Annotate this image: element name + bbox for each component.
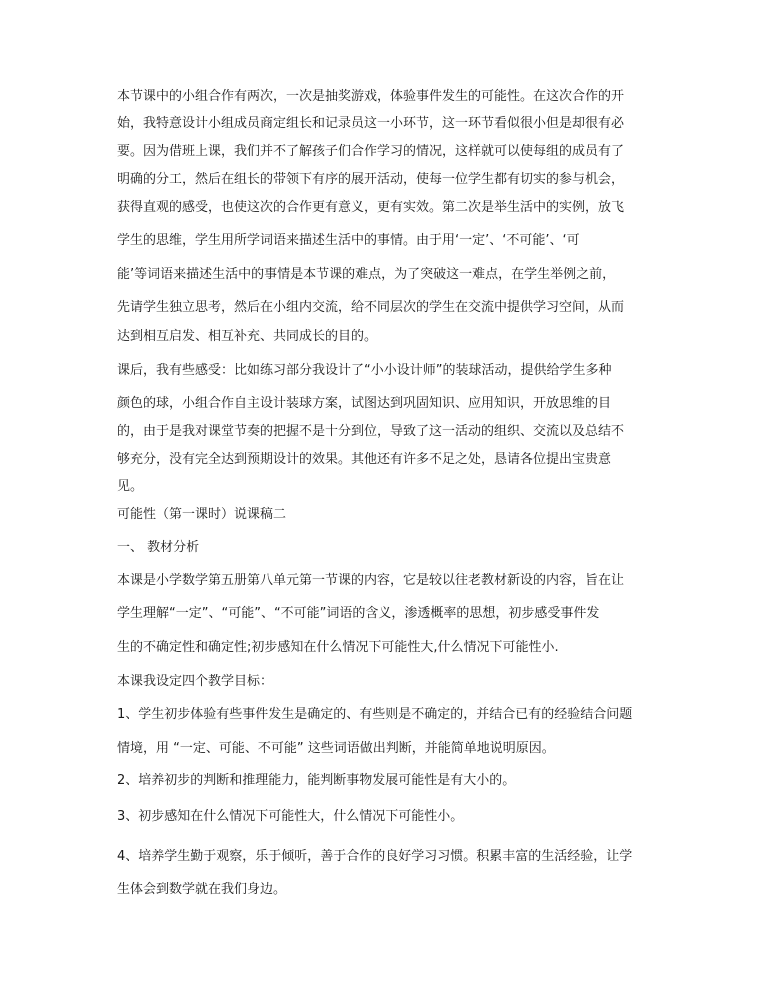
section-heading: 一、 教材分析 <box>117 540 200 555</box>
paragraph-after-class-line: 课后，我有些感受：比如练习部分我设计了“小小设计师”的装球活动，提供给学生多种 <box>117 363 612 378</box>
text-line: 情境，用 “一定、可能、不可能” 这些词语做出判断，并能简单地说明原因。 <box>117 741 555 756</box>
text-line: 生的不确定性和确定性;初步感知在什么情况下可能性大,什么情况下可能性小. <box>117 640 559 655</box>
text-line: 始，我特意设计小组成员商定组长和记录员这一小环节，这一环节看似很小但是却很有必 <box>117 116 625 131</box>
text-line: 达到相互启发、相互补充、共同成长的目的。 <box>117 329 378 344</box>
text-line: 生体会到数学就在我们身边。 <box>117 882 287 897</box>
text-line: 见。 <box>117 479 144 494</box>
text-line: 颜色的球，小组合作自主设计装球方案，试图达到巩固知识、应用知识，开放思维的目 <box>117 396 612 411</box>
text-line: 本课是小学数学第五册第八单元第一节课的内容，它是较以往老教材新设的内容，旨在让 <box>117 573 625 588</box>
goal-item: 3、初步感知在什么情况下可能性大，什么情况下可能性小。 <box>117 809 464 824</box>
text-line: 够充分，没有完全达到预期设计的效果。其他还有许多不足之处，恳请各位提出宝贵意 <box>117 452 612 467</box>
text-line: 获得直观的感受，也使这次的合作更有意义，更有实效。第二次是举生活中的实例，放飞 <box>117 200 625 215</box>
text-line: 本课我设定四个教学目标： <box>117 674 274 689</box>
text-line: 学生的思维，学生用所学词语来描述生活中的事情。由于用‘一定’、‘不可能’、‘可 <box>117 233 580 248</box>
text-line: 要。因为借班上课，我们并不了解孩子们合作学习的情况，这样就可以使每组的成员有了 <box>117 144 625 159</box>
goal-item: 4、培养学生勤于观察，乐于倾听，善于合作的良好学习习惯。积累丰富的生活经验，让学 <box>117 849 633 864</box>
text-line: 学生理解“一定”、“可能”、“不可能”词语的含义，渗透概率的思想，初步感受事件发 <box>117 606 600 621</box>
text-line: 本节课中的小组合作有两次，一次是抽奖游戏，体验事件发生的可能性。在这次合作的开 <box>117 89 625 104</box>
goal-item: 1、学生初步体验有些事件发生是确定的、有些则是不确定的，并结合已有的经验结合问题 <box>117 707 633 722</box>
text-line: 能’等词语来描述生活中的事情是本节课的难点，为了突破这一难点，在学生举例之前， <box>117 267 616 282</box>
text-line: 明确的分工，然后在组长的带领下有序的展开活动，使每一位学生都有切实的参与机会， <box>117 172 625 187</box>
section-title: 可能性（第一课时）说课稿二 <box>117 507 287 522</box>
text-line: 先请学生独立思考，然后在小组内交流，给不同层次的学生在交流中提供学习空间，从而 <box>117 300 625 315</box>
text-line: 的，由于是我对课堂节奏的把握不是十分到位，导致了这一活动的组织、交流以及总结不 <box>117 424 625 439</box>
goal-item: 2、培养初步的判断和推理能力，能判断事物发展可能性是有大小的。 <box>117 773 516 788</box>
